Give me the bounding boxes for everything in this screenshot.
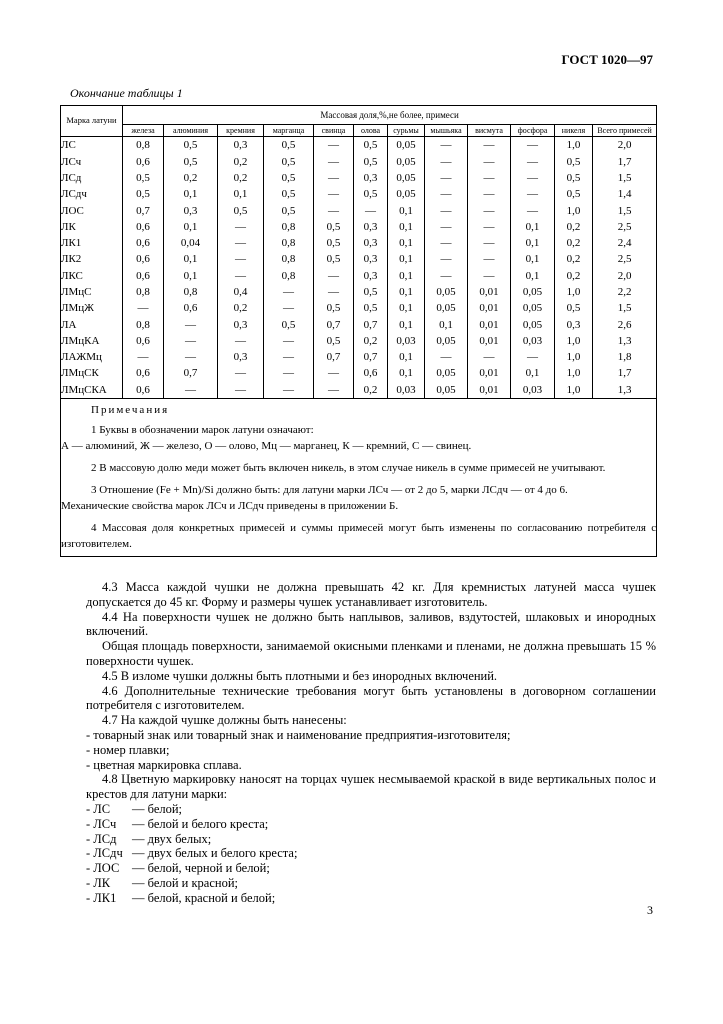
- cell-value: 0,6: [123, 219, 164, 235]
- cell-mark: ЛК2: [61, 251, 123, 267]
- cell-value: 0,5: [354, 186, 388, 202]
- table-row: [61, 137, 657, 154]
- cell-value: 0,2: [164, 170, 218, 186]
- paragraph-4-7: 4.7 На каждой чушке должны быть нанесены:: [102, 713, 347, 728]
- note-1-legend: А — алюминий, Ж — железо, О — олово, Мц — марганец, К — кремний, С — свинец.: [61, 439, 472, 452]
- table-row: [61, 284, 657, 300]
- cell-value: —: [164, 382, 218, 399]
- cell-value: —: [468, 137, 511, 154]
- cell-value: 0,1: [388, 268, 425, 284]
- table-row: [61, 349, 657, 365]
- marking-description: — белой, красной и белой;: [132, 890, 276, 905]
- cell-value: 0,8: [264, 268, 314, 284]
- cell-value: 1,7: [593, 153, 657, 169]
- marking-item: [86, 891, 656, 906]
- marking-item: [86, 846, 656, 861]
- cell-value: —: [354, 202, 388, 218]
- cell-value: —: [218, 382, 264, 399]
- cell-mark: ЛОС: [61, 202, 123, 218]
- cell-value: 0,01: [468, 365, 511, 381]
- cell-value: 0,1: [164, 186, 218, 202]
- cell-value: 2,0: [593, 268, 657, 284]
- marking-item: [86, 832, 656, 847]
- cell-mark: ЛА: [61, 316, 123, 332]
- cell-value: 0,1: [164, 219, 218, 235]
- list-item: - номер плавки;: [86, 742, 170, 757]
- cell-value: —: [468, 235, 511, 251]
- note-2: 2 В массовую долю меди может быть включен никель, в этом случае никель в сумме примесей не учитывают.: [91, 461, 606, 474]
- cell-value: 0,6: [123, 235, 164, 251]
- marking-grade: - ЛСч: [86, 816, 117, 831]
- cell-value: 0,5: [555, 300, 593, 316]
- impurities-table: [60, 105, 657, 557]
- marking-description: — белой и белого креста;: [132, 816, 269, 831]
- cell-value: —: [314, 284, 354, 300]
- cell-value: —: [314, 382, 354, 399]
- marking-item: [86, 802, 656, 817]
- marking-grade: - ЛСдч: [86, 846, 123, 861]
- cell-value: 0,1: [511, 365, 555, 381]
- cell-value: 0,05: [511, 284, 555, 300]
- cell-value: 0,5: [354, 300, 388, 316]
- cell-value: 0,5: [555, 170, 593, 186]
- cell-value: 0,7: [123, 202, 164, 218]
- document-header: ГОСТ 1020—97: [561, 52, 653, 67]
- table-row: [61, 382, 657, 399]
- cell-value: —: [314, 137, 354, 154]
- cell-value: 0,6: [354, 365, 388, 381]
- marking-grade: - ЛК1: [86, 890, 117, 905]
- table-row: [61, 300, 657, 316]
- paragraph-4-4: 4.4 На поверхности чушек не должно быть наплывов, заливов, вздутостей, шлаковых и инородных включений.: [86, 609, 656, 639]
- cell-value: 0,05: [511, 316, 555, 332]
- marking-description: — белой;: [132, 801, 183, 816]
- cell-value: 0,03: [511, 382, 555, 399]
- cell-mark: ЛМцЖ: [61, 300, 123, 316]
- cell-value: —: [123, 300, 164, 316]
- cell-value: 0,3: [354, 219, 388, 235]
- cell-value: 0,05: [388, 186, 425, 202]
- marking-grade: - ЛК: [86, 875, 111, 890]
- cell-value: 0,2: [218, 300, 264, 316]
- cell-value: —: [264, 382, 314, 399]
- cell-value: 0,6: [123, 153, 164, 169]
- cell-value: 0,1: [388, 349, 425, 365]
- cell-value: 0,1: [511, 251, 555, 267]
- cell-value: —: [264, 284, 314, 300]
- cell-value: 0,2: [354, 333, 388, 349]
- cell-value: —: [511, 170, 555, 186]
- cell-value: 0,8: [264, 235, 314, 251]
- paragraph-4-5: 4.5 В изломе чушки должны быть плотными и без инородных включений.: [102, 668, 498, 683]
- cell-value: 1,0: [555, 349, 593, 365]
- cell-value: 0,6: [164, 300, 218, 316]
- marking-item: [86, 876, 656, 891]
- cell-value: 0,03: [388, 382, 425, 399]
- note-1: 1 Буквы в обозначении марок латуни означают:: [91, 423, 314, 436]
- cell-value: 1,0: [555, 365, 593, 381]
- cell-value: 0,1: [164, 268, 218, 284]
- marking-grade: - ЛСд: [86, 831, 117, 846]
- cell-value: 0,5: [164, 153, 218, 169]
- cell-value: 0,1: [388, 284, 425, 300]
- cell-value: —: [425, 153, 468, 169]
- cell-value: —: [264, 300, 314, 316]
- table-row: [61, 333, 657, 349]
- table-row: [61, 268, 657, 284]
- cell-value: —: [314, 186, 354, 202]
- col-header: мышьяка: [425, 125, 468, 137]
- col-header: никеля: [555, 125, 593, 137]
- cell-value: 0,1: [388, 300, 425, 316]
- cell-value: 0,6: [123, 268, 164, 284]
- cell-value: 2,5: [593, 251, 657, 267]
- cell-value: 0,5: [123, 186, 164, 202]
- list-item: - товарный знак или товарный знак и наименование предприятия-изготовителя;: [86, 727, 511, 742]
- cell-value: 2,2: [593, 284, 657, 300]
- cell-mark: ЛСдч: [61, 186, 123, 202]
- cell-value: 0,2: [218, 153, 264, 169]
- col-header: свинца: [314, 125, 354, 137]
- note-4: 4 Массовая доля конкретных примесей и суммы примесей могут быть изменены по согласованию потребителя с изготовителем.: [61, 521, 657, 550]
- cell-mark: ЛМцКА: [61, 333, 123, 349]
- cell-value: —: [511, 153, 555, 169]
- cell-mark: ЛС: [61, 137, 123, 154]
- cell-mark: ЛК1: [61, 235, 123, 251]
- cell-value: 0,03: [388, 333, 425, 349]
- cell-value: 0,2: [555, 219, 593, 235]
- cell-value: —: [468, 268, 511, 284]
- cell-value: —: [468, 202, 511, 218]
- cell-value: —: [425, 137, 468, 154]
- cell-value: 0,05: [425, 382, 468, 399]
- cell-value: —: [314, 202, 354, 218]
- cell-value: —: [425, 219, 468, 235]
- col-header: сурьмы: [388, 125, 425, 137]
- table-row: [61, 186, 657, 202]
- cell-value: —: [425, 268, 468, 284]
- cell-value: —: [218, 235, 264, 251]
- col-header: марганца: [264, 125, 314, 137]
- cell-value: —: [218, 251, 264, 267]
- marking-description: — белой, черной и белой;: [132, 861, 270, 876]
- cell-value: 1,3: [593, 382, 657, 399]
- cell-value: 0,4: [218, 284, 264, 300]
- col-header-mark: Марка латуни: [61, 106, 123, 137]
- cell-value: 1,5: [593, 300, 657, 316]
- cell-value: 0,3: [354, 268, 388, 284]
- cell-value: 0,6: [123, 382, 164, 399]
- cell-value: 0,5: [314, 300, 354, 316]
- cell-value: 1,7: [593, 365, 657, 381]
- cell-value: 0,3: [555, 316, 593, 332]
- cell-value: 0,5: [555, 153, 593, 169]
- cell-value: 0,3: [354, 251, 388, 267]
- cell-value: —: [425, 186, 468, 202]
- col-header: алюминия: [164, 125, 218, 137]
- cell-value: 1,3: [593, 333, 657, 349]
- cell-value: —: [218, 268, 264, 284]
- cell-value: —: [468, 349, 511, 365]
- cell-value: 0,03: [511, 333, 555, 349]
- cell-value: 0,1: [388, 235, 425, 251]
- cell-value: —: [218, 365, 264, 381]
- cell-value: 0,5: [314, 235, 354, 251]
- cell-value: 0,01: [468, 316, 511, 332]
- cell-value: 0,3: [218, 316, 264, 332]
- cell-value: 0,5: [218, 202, 264, 218]
- cell-value: 0,3: [164, 202, 218, 218]
- cell-value: 0,5: [354, 153, 388, 169]
- notes-cell: [61, 398, 657, 556]
- cell-value: —: [425, 202, 468, 218]
- marking-grade: - ЛС: [86, 801, 111, 816]
- cell-value: 0,1: [511, 268, 555, 284]
- cell-value: 0,04: [164, 235, 218, 251]
- cell-value: —: [218, 219, 264, 235]
- cell-value: —: [511, 137, 555, 154]
- paragraph-4-4-area: Общая площадь поверхности, занимаемой окисными пленками и пленами, не должна превышать 15 % поверхности чушек.: [86, 639, 656, 668]
- cell-value: 0,5: [264, 186, 314, 202]
- marking-item: [86, 817, 656, 832]
- cell-value: 0,8: [123, 284, 164, 300]
- cell-value: 1,0: [555, 202, 593, 218]
- cell-value: 0,8: [264, 219, 314, 235]
- cell-value: —: [468, 219, 511, 235]
- cell-value: —: [218, 333, 264, 349]
- list-item: - цветная маркировка сплава.: [86, 757, 242, 772]
- marking-grade: - ЛОС: [86, 861, 120, 876]
- cell-value: —: [425, 235, 468, 251]
- cell-value: 0,1: [388, 202, 425, 218]
- table-row: [61, 219, 657, 235]
- cell-mark: ЛК: [61, 219, 123, 235]
- cell-value: 0,5: [264, 316, 314, 332]
- col-header: олова: [354, 125, 388, 137]
- cell-value: 1,0: [555, 333, 593, 349]
- table-row: [61, 365, 657, 381]
- col-header: кремния: [218, 125, 264, 137]
- cell-value: 0,6: [123, 251, 164, 267]
- col-header: железа: [123, 125, 164, 137]
- cell-value: 0,3: [218, 349, 264, 365]
- cell-value: 0,01: [468, 300, 511, 316]
- notes-title: Примечания: [91, 403, 170, 416]
- cell-value: 0,3: [354, 170, 388, 186]
- cell-value: 0,5: [314, 251, 354, 267]
- marking-item: [86, 861, 656, 876]
- cell-value: 0,6: [123, 333, 164, 349]
- cell-value: 0,3: [354, 235, 388, 251]
- marking-description: — двух белых;: [132, 831, 212, 846]
- col-group-header: Массовая доля,%,не более, примеси: [123, 106, 657, 125]
- table-row: [61, 251, 657, 267]
- cell-value: —: [468, 251, 511, 267]
- marking-description: — белой и красной;: [132, 875, 239, 890]
- cell-value: 0,1: [388, 316, 425, 332]
- cell-value: 0,1: [218, 186, 264, 202]
- col-header: висмута: [468, 125, 511, 137]
- cell-value: 0,1: [388, 251, 425, 267]
- cell-mark: ЛСч: [61, 153, 123, 169]
- cell-value: —: [468, 170, 511, 186]
- cell-value: 0,1: [388, 219, 425, 235]
- cell-value: 0,2: [218, 170, 264, 186]
- cell-mark: ЛАЖМц: [61, 349, 123, 365]
- cell-value: 0,05: [388, 170, 425, 186]
- cell-value: 0,2: [555, 268, 593, 284]
- cell-value: 0,5: [314, 219, 354, 235]
- cell-value: 0,5: [314, 333, 354, 349]
- cell-mark: ЛСд: [61, 170, 123, 186]
- cell-value: 0,1: [388, 365, 425, 381]
- table-row: [61, 170, 657, 186]
- cell-value: 0,5: [354, 284, 388, 300]
- cell-value: 0,8: [164, 284, 218, 300]
- cell-value: —: [164, 333, 218, 349]
- cell-value: 0,3: [218, 137, 264, 154]
- cell-value: 0,5: [354, 137, 388, 154]
- cell-value: 0,8: [264, 251, 314, 267]
- cell-value: 0,7: [354, 316, 388, 332]
- cell-value: 0,2: [555, 235, 593, 251]
- cell-value: —: [511, 202, 555, 218]
- cell-value: —: [314, 170, 354, 186]
- cell-value: 0,5: [164, 137, 218, 154]
- cell-value: —: [264, 333, 314, 349]
- cell-value: —: [123, 349, 164, 365]
- table-row: [61, 202, 657, 218]
- cell-value: —: [425, 349, 468, 365]
- cell-value: 2,6: [593, 316, 657, 332]
- paragraph-4-3: 4.3 Масса каждой чушки не должна превышать 42 кг. Для кремнистых латуней масса чушек допускается до 45 кг. Форму и размеры чушек устанавливает изготовитель.: [86, 580, 656, 609]
- cell-value: 0,2: [555, 251, 593, 267]
- cell-value: 0,7: [164, 365, 218, 381]
- cell-mark: ЛМцСК: [61, 365, 123, 381]
- cell-value: 1,0: [555, 382, 593, 399]
- cell-value: 0,8: [123, 137, 164, 154]
- cell-value: 0,5: [264, 170, 314, 186]
- table-row: [61, 153, 657, 169]
- cell-value: —: [314, 153, 354, 169]
- note-3: 3 Отношение (Fe + Mn)/Si должно быть: для латуни марки ЛСч — от 2 до 5, марки ЛСдч — от 4 до 6.: [91, 483, 568, 496]
- cell-value: 0,1: [425, 316, 468, 332]
- cell-value: 1,0: [555, 137, 593, 154]
- cell-value: 0,6: [123, 365, 164, 381]
- table-row: [61, 235, 657, 251]
- cell-value: —: [425, 251, 468, 267]
- cell-value: 0,01: [468, 382, 511, 399]
- cell-value: —: [164, 349, 218, 365]
- col-header: фосфора: [511, 125, 555, 137]
- cell-mark: ЛКС: [61, 268, 123, 284]
- cell-value: —: [314, 268, 354, 284]
- cell-value: 0,8: [123, 316, 164, 332]
- cell-value: —: [468, 153, 511, 169]
- cell-value: 0,2: [354, 382, 388, 399]
- cell-value: —: [264, 365, 314, 381]
- cell-value: 0,5: [264, 137, 314, 154]
- cell-value: 0,7: [354, 349, 388, 365]
- cell-value: 1,5: [593, 202, 657, 218]
- cell-value: 0,1: [511, 235, 555, 251]
- notes-row: [61, 398, 657, 556]
- col-header: Всего примесей: [593, 125, 657, 137]
- cell-value: —: [164, 316, 218, 332]
- cell-value: 0,05: [425, 365, 468, 381]
- body-text: [86, 580, 656, 906]
- cell-value: —: [511, 349, 555, 365]
- cell-value: 1,5: [593, 170, 657, 186]
- paragraph-4-6: 4.6 Дополнительные технические требования могут быть установлены в договорном соглашении потребителя с изготовителем.: [86, 683, 656, 713]
- cell-value: 0,05: [388, 153, 425, 169]
- cell-value: 2,0: [593, 137, 657, 154]
- page-number: 3: [647, 903, 653, 917]
- cell-value: 2,5: [593, 219, 657, 235]
- cell-value: 0,5: [123, 170, 164, 186]
- cell-value: —: [511, 186, 555, 202]
- cell-value: 0,05: [425, 333, 468, 349]
- table-caption: Окончание таблицы 1: [70, 86, 183, 100]
- cell-value: 0,05: [425, 284, 468, 300]
- cell-value: 0,05: [511, 300, 555, 316]
- cell-value: —: [314, 365, 354, 381]
- cell-value: 0,05: [425, 300, 468, 316]
- cell-value: 0,7: [314, 316, 354, 332]
- cell-value: —: [425, 170, 468, 186]
- paragraph-4-8: 4.8 Цветную маркировку наносят на торцах чушек несмываемой краской в виде вертикальных полос и крестов для латуни марки:: [86, 772, 656, 802]
- cell-value: 0,1: [164, 251, 218, 267]
- note-3-mech: Механические свойства марок ЛСч и ЛСдч приведены в приложении Б.: [61, 499, 399, 512]
- table-row: [61, 316, 657, 332]
- cell-value: 0,7: [314, 349, 354, 365]
- marking-list: [86, 802, 656, 906]
- cell-value: —: [468, 186, 511, 202]
- cell-value: 0,05: [388, 137, 425, 154]
- cell-value: 0,01: [468, 333, 511, 349]
- cell-value: 1,0: [555, 284, 593, 300]
- cell-mark: ЛМцСКА: [61, 382, 123, 399]
- cell-value: 1,8: [593, 349, 657, 365]
- marking-description: — двух белых и белого креста;: [132, 846, 298, 861]
- cell-mark: ЛМцС: [61, 284, 123, 300]
- cell-value: 0,5: [555, 186, 593, 202]
- cell-value: 0,1: [511, 219, 555, 235]
- cell-value: 0,01: [468, 284, 511, 300]
- cell-value: —: [264, 349, 314, 365]
- cell-value: 2,4: [593, 235, 657, 251]
- cell-value: 0,5: [264, 202, 314, 218]
- cell-value: 1,4: [593, 186, 657, 202]
- cell-value: 0,5: [264, 153, 314, 169]
